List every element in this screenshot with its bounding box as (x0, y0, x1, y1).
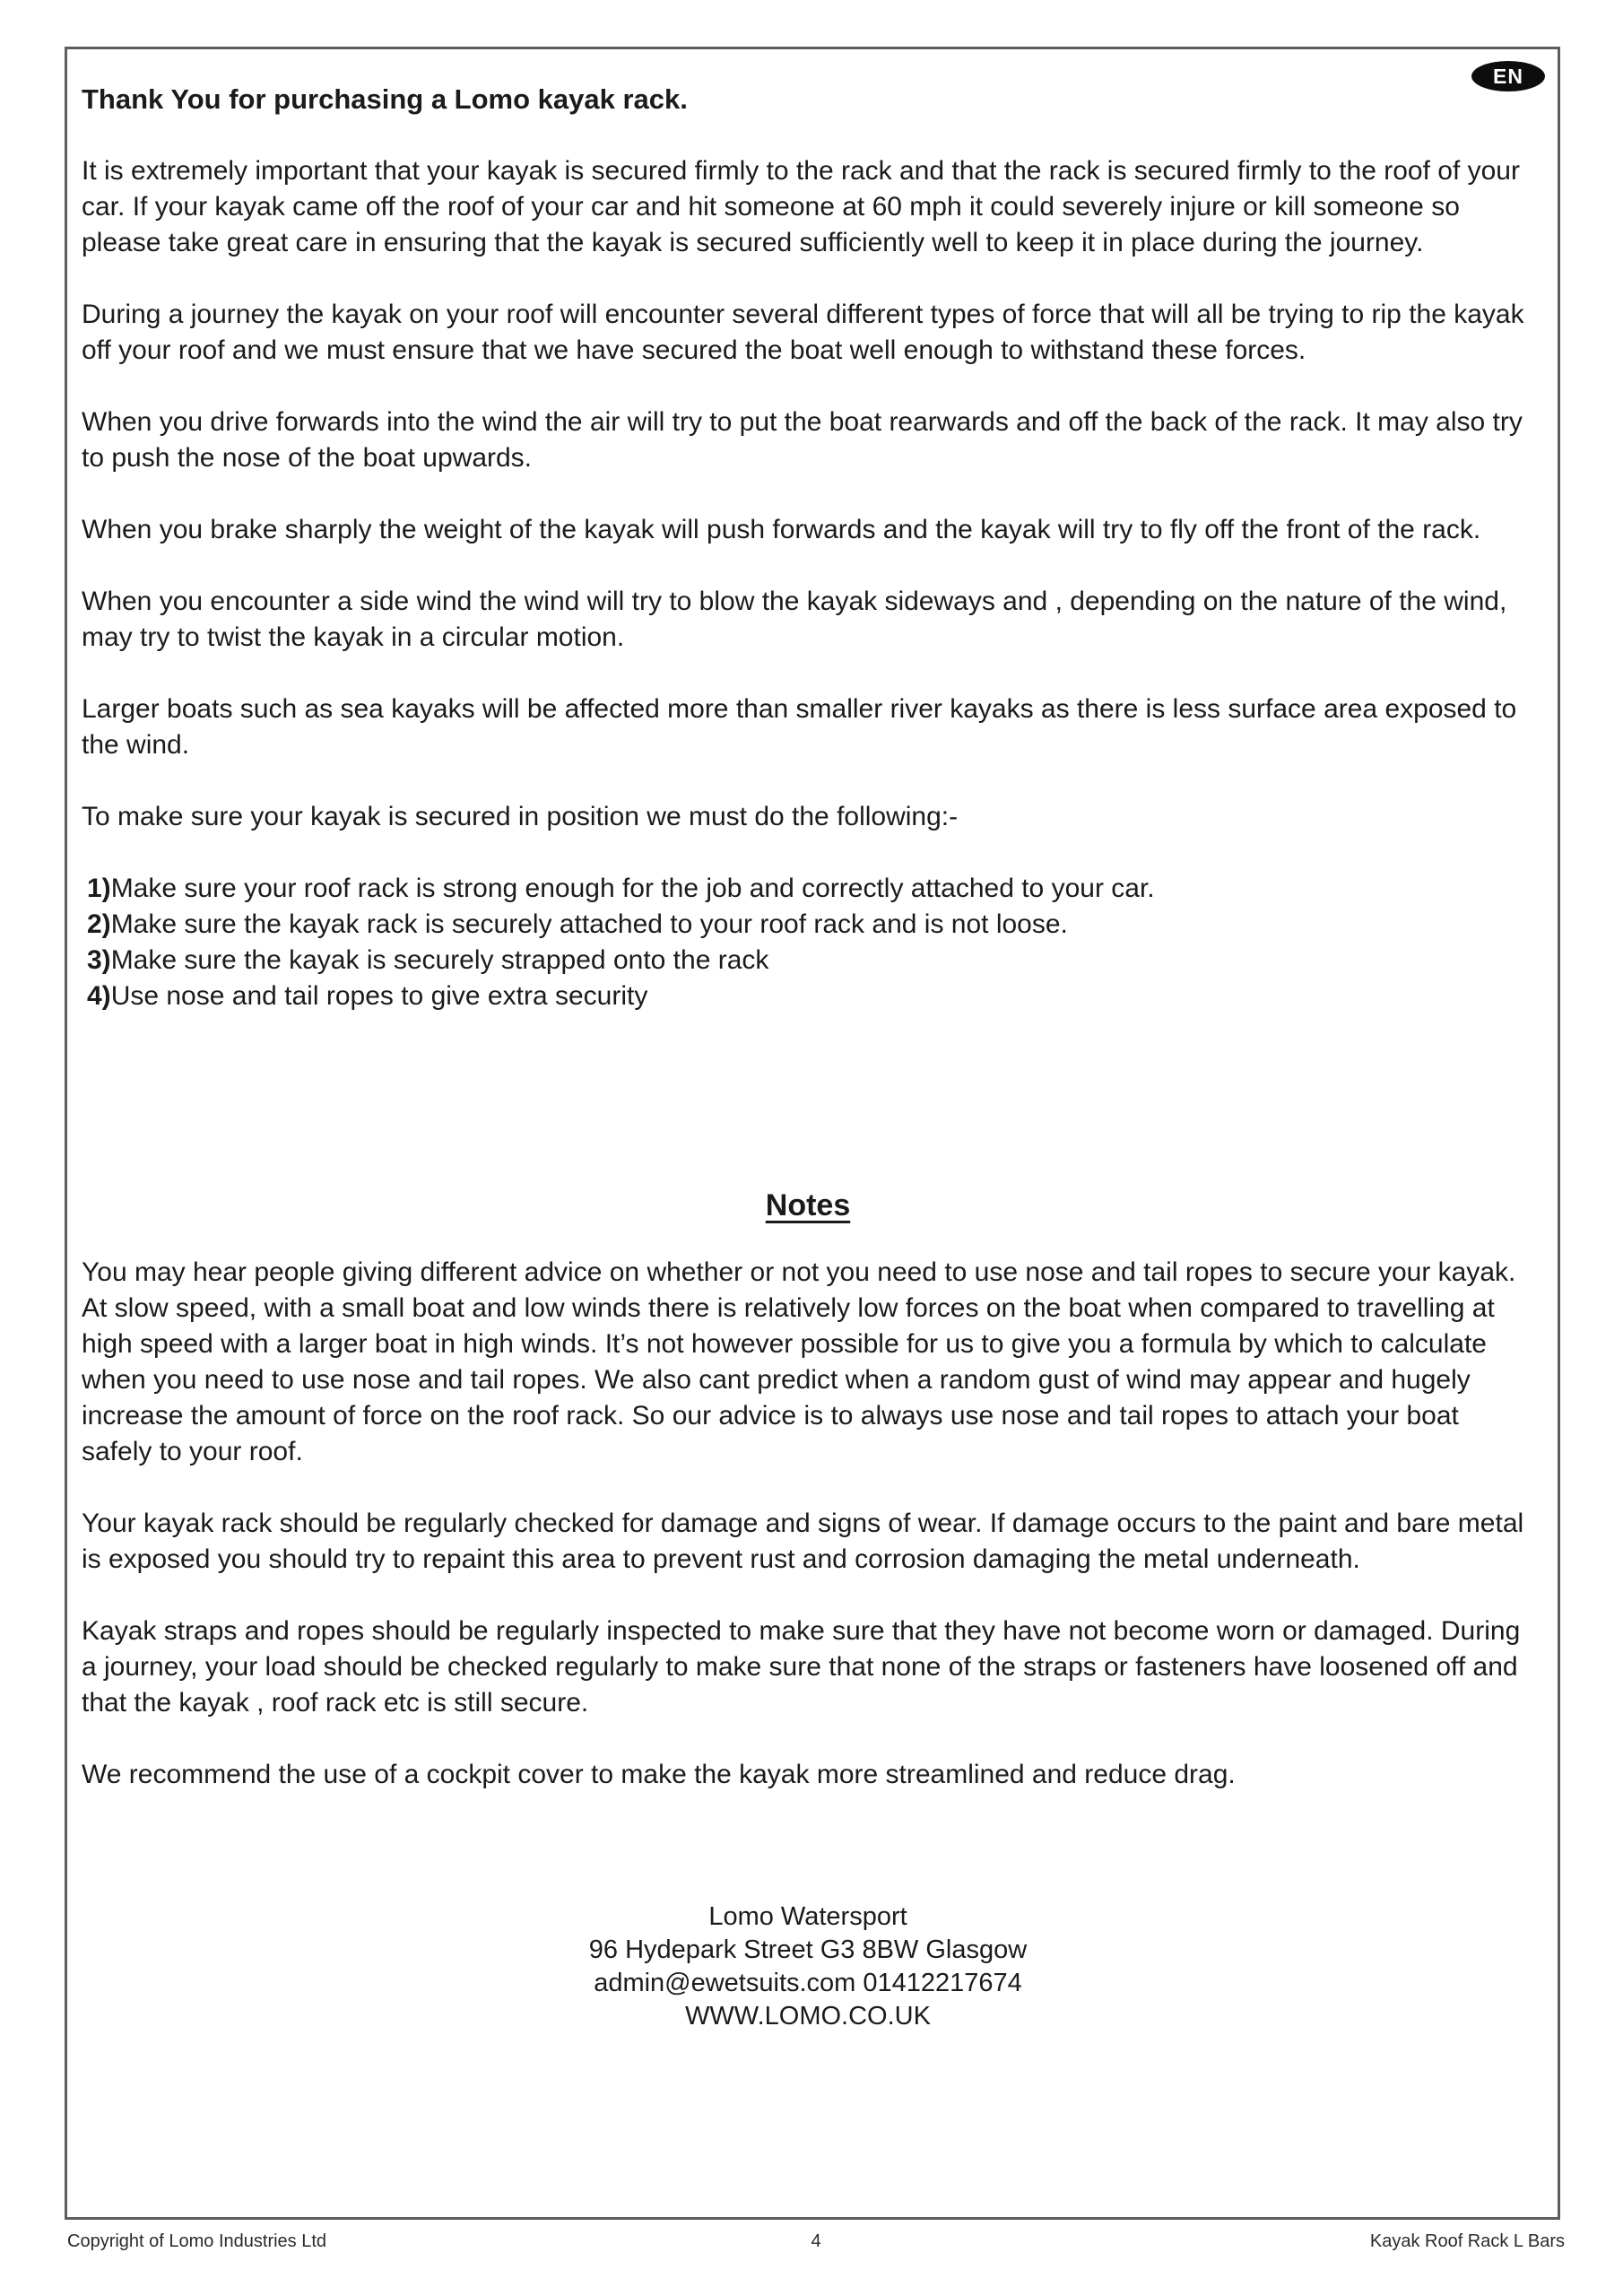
notes-paragraph-2: Your kayak rack should be regularly checked for damage and signs of wear. If damage occurs to the paint and bare metal is exposed you should try to repaint this area to prevent rust and corrosion damaging the metal underneath. (82, 1509, 1524, 1574)
intro-paragraph-4: When you brake sharply the weight of the kayak will push forwards and the kayak will try to fly off the front of the rack. (82, 515, 1481, 544)
intro-paragraph-7: To make sure your kayak is secured in position we must do the following:- (82, 802, 959, 831)
checklist (82, 871, 1534, 1014)
notes-paragraph-3: Kayak straps and ropes should be regularly inspected to make sure that they have not become worn or damaged. During a journey, your load should be checked regularly to make sure that none of the straps or fasteners have loosened off and that the kayak , roof rack etc is still secure. (82, 1616, 1521, 1718)
intro-paragraph-2: During a journey the kayak on your roof will encounter several different types of force that will all be trying to rip the kayak off your roof and we must ensure that we have secured the boat well enough to withstand these forces. (82, 300, 1524, 365)
company-contact-line: admin@ewetsuits.com 01412217674 (594, 1969, 1022, 1997)
company-website: WWW.LOMO.CO.UK (685, 2002, 931, 2031)
notes-paragraph-1: You may hear people giving different advice on whether or not you need to use nose and tail ropes to secure your kayak. At slow speed, with a small boat and low winds there is relatively low forces on the boat when compared to travelling at high speed with a larger boat in high winds. It’s not however possible for us to give you a formula by which to calculate when you need to use nose and tail ropes. We also cant predict when a random gust of wind may appear and hugely increase the amount of force on the roof rack. So our advice is to always use nose and tail ropes to attach your boat safely to your roof. (82, 1257, 1516, 1466)
document-title-footer: Kayak Roof Rack L Bars (1369, 2231, 1565, 2251)
page-number: 4 (811, 2231, 821, 2251)
intro-paragraph-3: When you drive forwards into the wind the air will try to put the boat rearwards and off the back of the rack. It may also try to push the nose of the boat upwards. (82, 407, 1523, 473)
company-address-block (82, 1900, 1534, 2033)
list-item-number: 1) (87, 874, 111, 903)
list-item-text: Make sure the kayak rack is securely attached to your roof rack and is not loose. (110, 909, 1068, 939)
intro-paragraph-1: It is extremely important that your kayak is secured firmly to the rack and that the rack is secured firmly to the roof of your car. If your kayak came off the roof of your car and hit someone at 60 mph it could severely injure or kill someone so please take great care in ensuring that the kayak is secured sufficiently well to keep it in place during the journey. (82, 156, 1520, 257)
page-border-box (65, 47, 1560, 2220)
language-badge (1471, 61, 1545, 91)
list-item (87, 871, 1534, 907)
notes-section-heading (82, 1185, 1534, 1226)
list-item-text: Make sure your roof rack is strong enough for the job and correctly attached to your car. (110, 874, 1155, 903)
list-item (87, 907, 1534, 943)
company-name: Lomo Watersport (708, 1902, 907, 1931)
intro-paragraph-5: When you encounter a side wind the wind will try to blow the kayak sideways and , depending on the nature of the wind, may try to twist the kayak in a circular motion. (82, 587, 1507, 652)
page-title: Thank You for purchasing a Lomo kayak rack. (82, 83, 688, 115)
copyright-text: Copyright of Lomo Industries Ltd (67, 2231, 327, 2251)
list-item (87, 978, 1534, 1014)
list-item-number: 3) (87, 945, 111, 975)
intro-paragraph-6: Larger boats such as sea kayaks will be affected more than smaller river kayaks as there is less surface area exposed to the wind. (82, 694, 1517, 760)
list-item-number: 2) (87, 909, 111, 939)
list-item-text: Use nose and tail ropes to give extra security (110, 981, 648, 1011)
list-item-text: Make sure the kayak is securely strapped onto the rack (110, 945, 769, 975)
page-footer (67, 2231, 1565, 2252)
list-item (87, 943, 1534, 978)
notes-paragraph-4: We recommend the use of a cockpit cover to make the kayak more streamlined and reduce drag. (82, 1760, 1236, 1789)
notes-heading-text: Notes (765, 1188, 851, 1222)
company-street-address: 96 Hydepark Street G3 8BW Glasgow (588, 1935, 1028, 1964)
language-badge-label: EN (1493, 64, 1523, 88)
page-content (67, 49, 1558, 2033)
list-item-number: 4) (87, 981, 111, 1011)
